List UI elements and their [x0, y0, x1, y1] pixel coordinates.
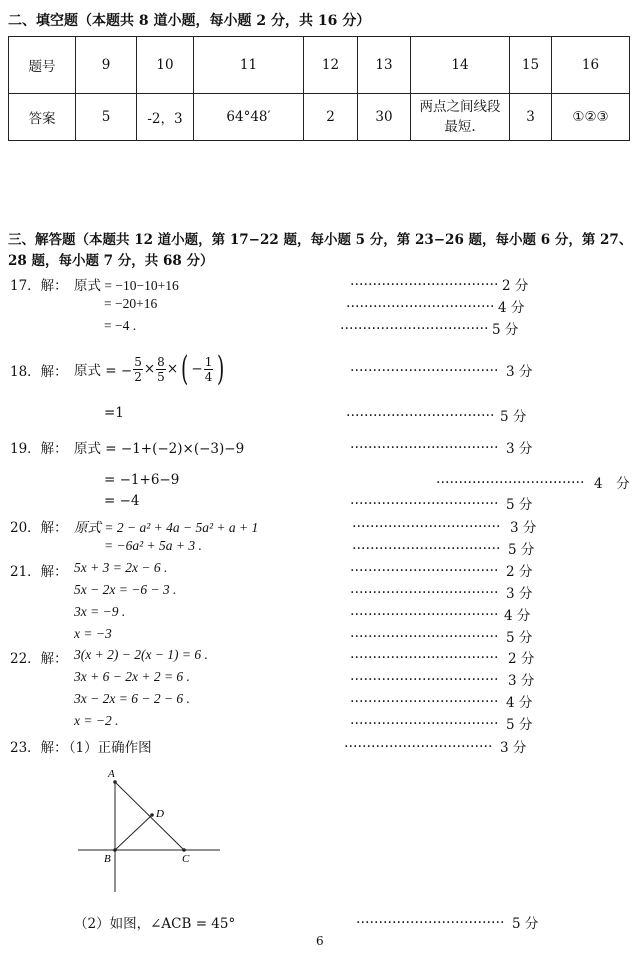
- problem-18-line2: =1: [104, 405, 124, 421]
- score-dots: ……………………………: [350, 436, 499, 452]
- problem-17-line2: = −20+16: [104, 296, 158, 311]
- p18-prefix: 原式 = −: [74, 363, 133, 379]
- section3-heading-line1: 三、解答题（本题共 12 道小题，第 17−22 题，每小题 5 分，第 23−26 题，每小题 6 分，第 27、: [8, 232, 633, 248]
- problem-20-score2: 5 分: [508, 542, 535, 558]
- score-dots: ……………………………: [350, 625, 499, 641]
- problem-21-score4: 5 分: [506, 630, 533, 646]
- fraction: $\frac{8}{5}$: [157, 354, 165, 384]
- question-number: 14: [411, 37, 510, 94]
- table-row-answers: [9, 94, 630, 141]
- answer-table: [8, 36, 630, 141]
- fraction: $\frac{1}{4}$: [204, 354, 213, 384]
- point-a: [113, 780, 117, 784]
- answer-cell: 5: [76, 94, 137, 141]
- label-a: A: [108, 768, 115, 780]
- problem-20-label: 20．解：: [10, 520, 68, 536]
- problem-17-score3: 5 分: [492, 322, 519, 338]
- page-number: 6: [316, 934, 324, 948]
- problem-22-line4: x = −2 .: [74, 713, 119, 728]
- answer-cell: -2，3: [137, 94, 194, 141]
- section2-heading: 二、填空题（本题共 8 道小题，每小题 2 分，共 16 分）: [8, 13, 371, 29]
- problem-19-label: 19．解：: [10, 441, 68, 457]
- score-dots: ……………………………: [350, 559, 499, 575]
- score-dots: ……………………………: [352, 537, 501, 553]
- problem-20-line2: = −6a² + 5a + 3 .: [104, 538, 202, 553]
- point-d: [150, 813, 154, 817]
- score-dots: ……………………………: [340, 317, 489, 333]
- score-dots: ……………………………: [350, 646, 499, 662]
- segment-bd: [115, 815, 152, 850]
- problem-22-score2: 3 分: [508, 673, 535, 689]
- problem-22-line1: 3(x + 2) − 2(x − 1) = 6 .: [74, 647, 208, 662]
- problem-21-score3: 4 分: [504, 608, 531, 624]
- problem-17-line3: = −4 .: [104, 318, 137, 333]
- label-b: B: [104, 853, 111, 865]
- score-dots: ……………………………: [356, 911, 505, 927]
- problem-22-score1: 2 分: [508, 651, 535, 667]
- fraction: $\frac{5}{2}$: [134, 354, 142, 384]
- question-number: 10: [137, 37, 194, 94]
- point-c: [182, 848, 186, 852]
- problem-17-line1: 原式 = −10−10+16: [74, 278, 179, 293]
- row-label-answer: 答案: [9, 94, 76, 141]
- problem-23-part2: （2）如图，∠ACB = 45°: [74, 916, 236, 932]
- question-number: 15: [510, 37, 552, 94]
- problem-19-line2: = −1+6−9: [104, 472, 180, 488]
- problem-23-part1: （1）正确作图: [62, 740, 152, 756]
- answer-cell: 3: [510, 94, 552, 141]
- question-number: 12: [304, 37, 358, 94]
- times-sign: ×: [166, 361, 179, 377]
- right-paren: ): [217, 349, 225, 389]
- score-dots: ……………………………: [350, 668, 499, 684]
- score-dots: ……………………………: [350, 359, 499, 375]
- problem-21-line1: 5x + 3 = 2x − 6 .: [74, 560, 168, 575]
- answer-cell: 两点之间线段最短.: [411, 94, 510, 141]
- geometry-figure: [70, 764, 230, 898]
- problem-21-line2: 5x − 2x = −6 − 3 .: [74, 582, 177, 597]
- problem-23-label: 23．解：: [10, 740, 68, 756]
- score-dots: ……………………………: [346, 295, 495, 311]
- problem-22-line3: 3x − 2x = 6 − 2 − 6 .: [74, 691, 190, 706]
- label-c: C: [182, 853, 190, 865]
- score-dots: ……………………………: [352, 515, 501, 531]
- problem-17-score2: 4 分: [498, 300, 525, 316]
- problem-17-label: 17．解：: [10, 278, 68, 294]
- problem-21-line4: x = −3: [74, 626, 112, 641]
- left-paren: (: [181, 349, 189, 389]
- answer-cell: ①②③: [552, 94, 630, 141]
- problem-20-line1: 原式 = 2 − a² + 4a − 5a² + a + 1: [74, 520, 259, 535]
- problem-23-score1: 3 分: [500, 740, 527, 756]
- score-dots: ……………………………: [436, 471, 585, 487]
- label-d: D: [156, 808, 164, 820]
- answer-cell: 2: [304, 94, 358, 141]
- point-b: [113, 848, 117, 852]
- minus-sign: −: [191, 361, 203, 377]
- problem-22-score3: 4 分: [506, 695, 533, 711]
- problem-19-score2: 4 分: [594, 476, 630, 492]
- score-dots: ……………………………: [350, 492, 499, 508]
- score-dots: ……………………………: [350, 273, 499, 289]
- score-dots: ……………………………: [350, 712, 499, 728]
- table-row-numbers: [9, 37, 630, 94]
- problem-18-score1: 3 分: [506, 364, 533, 380]
- problem-21-line3: 3x = −9 .: [74, 604, 126, 619]
- row-label-number: 题号: [9, 37, 76, 94]
- score-dots: ……………………………: [346, 404, 495, 420]
- problem-23-score2: 5 分: [512, 916, 539, 932]
- problem-18-score2: 5 分: [500, 409, 527, 425]
- score-dots: ……………………………: [350, 581, 499, 597]
- problem-22-line2: 3x + 6 − 2x + 2 = 6 .: [74, 669, 190, 684]
- score-dots: ……………………………: [344, 735, 493, 751]
- problem-20-score1: 3 分: [510, 520, 537, 536]
- score-dots: ……………………………: [350, 690, 499, 706]
- problem-19-score3: 5 分: [506, 497, 533, 513]
- section3-heading-line2: 28 题，每小题 7 分，共 68 分）: [8, 253, 214, 269]
- answer-cell: 30: [358, 94, 411, 141]
- problem-17-score1: 2 分: [502, 278, 529, 294]
- problem-18-line1: [74, 349, 228, 389]
- question-number: 13: [358, 37, 411, 94]
- problem-19-score1: 3 分: [506, 441, 533, 457]
- question-number: 9: [76, 37, 137, 94]
- problem-19-line1: 原式 = −1+(−2)×(−3)−9: [74, 441, 245, 457]
- problem-21-score2: 3 分: [506, 586, 533, 602]
- question-number: 16: [552, 37, 630, 94]
- problem-19-line3: = −4: [104, 493, 140, 509]
- question-number: 11: [194, 37, 304, 94]
- problem-21-label: 21．解：: [10, 564, 68, 580]
- times-sign: ×: [143, 361, 156, 377]
- answer-cell: 64°48′: [194, 94, 304, 141]
- problem-18-label: 18．解：: [10, 364, 68, 380]
- problem-21-score1: 2 分: [506, 564, 533, 580]
- problem-22-label: 22．解：: [10, 651, 68, 667]
- problem-22-score4: 5 分: [506, 717, 533, 733]
- score-dots: ……………………………: [350, 603, 499, 619]
